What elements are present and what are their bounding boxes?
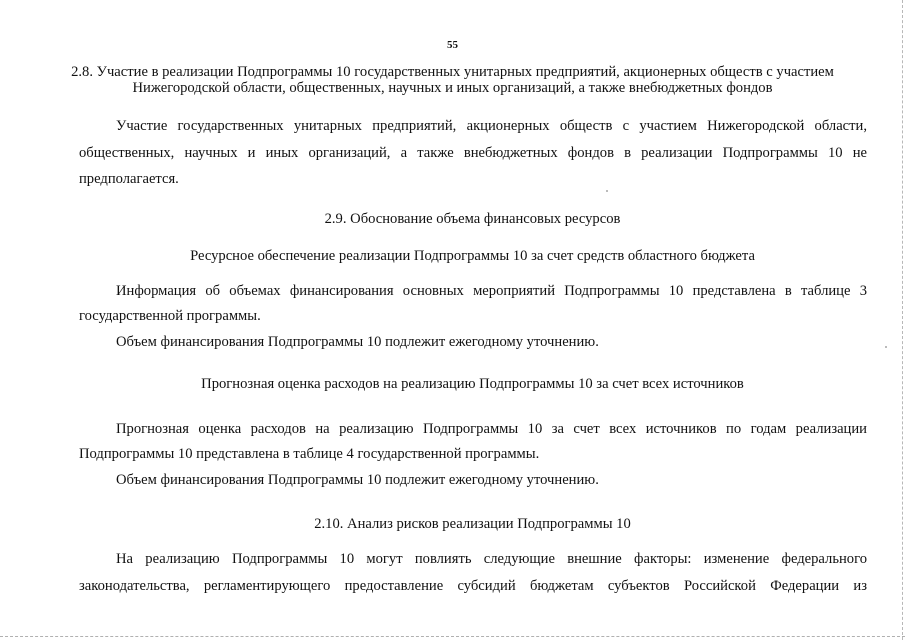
section-2-10-heading: 2.10. Анализ рисков реализации Подпрограммы 10 bbox=[314, 516, 631, 532]
scan-speck bbox=[606, 190, 608, 192]
section-2-9-forecast-paragraph-line2: Подпрограммы 10 представлена в таблице 4 государственной программы. bbox=[79, 446, 540, 462]
section-2-9-forecast-subheading: Прогнозная оценка расходов на реализацию Подпрограммы 10 за счет всех источников bbox=[201, 376, 744, 392]
section-2-9-budget-paragraph-line2: государственной программы. bbox=[79, 308, 261, 324]
scan-speck bbox=[885, 346, 887, 348]
section-2-8-paragraph-line3: предполагается. bbox=[79, 171, 179, 187]
section-2-9-heading: 2.9. Обоснование объема финансовых ресурсов bbox=[324, 211, 621, 227]
scan-edge-right bbox=[901, 0, 903, 640]
section-2-9-budget-paragraph-line1: Информация об объемах финансирования основных мероприятий Подпрограммы 10 представлена в таблице 3 bbox=[116, 283, 867, 299]
section-2-9-forecast-note: Объем финансирования Подпрограммы 10 подлежит ежегодному уточнению. bbox=[116, 472, 599, 488]
section-2-8-paragraph-line1: Участие государственных унитарных предприятий, акционерных обществ с участием Нижегородской области, bbox=[116, 118, 867, 134]
page-number: 55 bbox=[447, 39, 458, 51]
section-2-9-budget-subheading: Ресурсное обеспечение реализации Подпрограммы 10 за счет средств областного бюджета bbox=[190, 248, 755, 264]
section-2-10-paragraph-line1: На реализацию Подпрограммы 10 могут повлиять следующие внешние факторы: изменение федерального bbox=[116, 551, 867, 567]
section-2-9-forecast-paragraph-line1: Прогнозная оценка расходов на реализацию Подпрограммы 10 за счет всех источников по годам реализации bbox=[116, 421, 867, 437]
section-2-9-budget-note: Объем финансирования Подпрограммы 10 подлежит ежегодному уточнению. bbox=[116, 334, 599, 350]
section-2-8-heading-line1: 2.8. Участие в реализации Подпрограммы 10 государственных унитарных предприятий, акционерных обществ с участием bbox=[71, 64, 834, 80]
section-2-8-heading-line2: Нижегородской области, общественных, научных и иных организаций, а также внебюджетных фондов bbox=[132, 80, 773, 96]
scan-edge-bottom bbox=[0, 636, 905, 638]
section-2-8-paragraph-line2: общественных, научных и иных организаций, а также внебюджетных фондов в реализации Подпрограммы 10 не bbox=[79, 145, 867, 161]
section-2-10-paragraph-line2: законодательства, регламентирующего предоставление субсидий бюджетам субъектов Российской Федерации из bbox=[79, 578, 867, 594]
